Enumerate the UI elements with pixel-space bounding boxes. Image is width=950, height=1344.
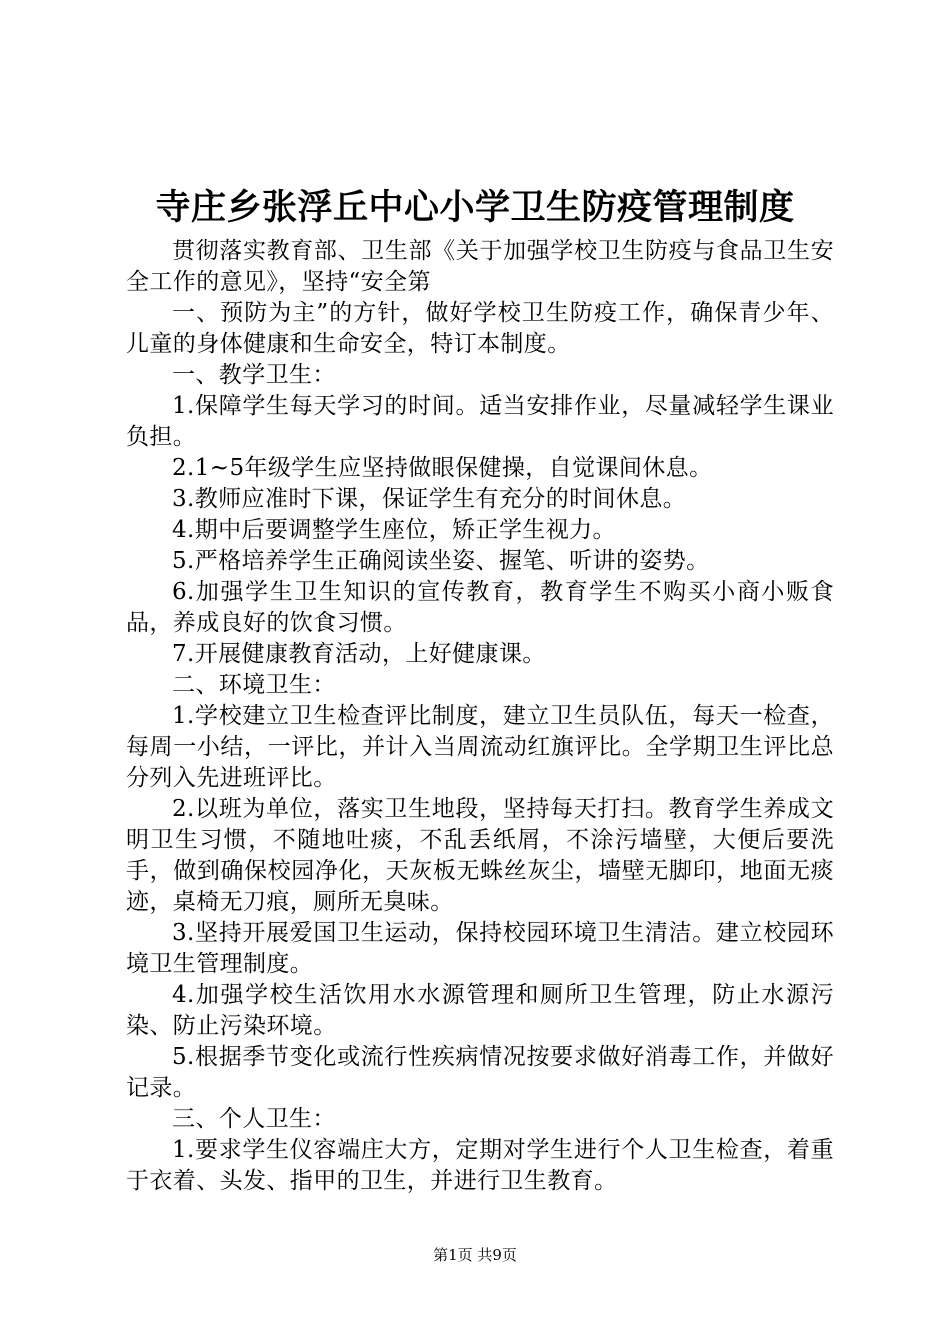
document-body [126,236,834,1197]
list-item: 2.1~5年级学生应坚持做眼保健操，自觉课间休息。 [172,455,713,481]
list-item: 7.开展健康教育活动，上好健康课。 [172,641,546,667]
section-heading: 二、环境卫生： [172,672,336,698]
list-item: 1.要求学生仪容端庄大方，定期对学生进行个人卫生检查，着重于衣着、头发、指甲的卫生，并进行卫生教育。 [126,1137,834,1194]
document-title: 寺庄乡张浮丘中心小学卫生防疫管理制度 [155,187,795,228]
page-footer: 第1页 共9页 [433,1246,517,1264]
list-item: 6.加强学生卫生知识的宣传教育，教育学生不购买小商小贩食品，养成良好的饮食习惯。 [126,579,834,636]
list-item: 1.保障学生每天学习的时间。适当安排作业，尽量减轻学生课业负担。 [126,393,834,450]
list-item: 4.加强学校生活饮用水水源管理和厕所卫生管理，防止水源污染、防止污染环境。 [126,982,834,1039]
section-heading: 一、教学卫生： [172,362,336,388]
list-item: 4.期中后要调整学生座位，矫正学生视力。 [172,517,616,543]
list-item: 2.以班为单位，落实卫生地段，坚持每天打扫。教育学生养成文明卫生习惯，不随地吐痰，不乱丢纸屑，不涂污墙壁，大便后要洗手，做到确保校园净化，天灰板无蛛丝灰尘，墙壁无脚印，地面无痰迹，桌椅无刀痕，厕所无臭味。 [126,796,834,915]
paragraph: 贯彻落实教育部、卫生部《关于加强学校卫生防疫与食品卫生安全工作的意见》，坚持“安全第 [126,238,834,295]
section-heading: 三、个人卫生： [172,1106,336,1132]
list-item: 3.教师应准时下课，保证学生有充分的时间休息。 [172,486,687,512]
list-item: 5.根据季节变化或流行性疾病情况按要求做好消毒工作，并做好记录。 [126,1044,834,1101]
paragraph: 一、预防为主”的方针，做好学校卫生防疫工作，确保青少年、儿童的身体健康和生命安全，特订本制度。 [126,300,834,357]
list-item: 1.学校建立卫生检查评比制度，建立卫生员队伍，每天一检查，每周一小结，一评比，并计入当周流动红旗评比。全学期卫生评比总分列入先进班评比。 [126,703,834,791]
list-item: 5.严格培养学生正确阅读坐姿、握笔、听讲的姿势。 [172,548,710,574]
list-item: 3.坚持开展爱国卫生运动，保持校园环境卫生清洁。建立校园环境卫生管理制度。 [126,920,834,977]
